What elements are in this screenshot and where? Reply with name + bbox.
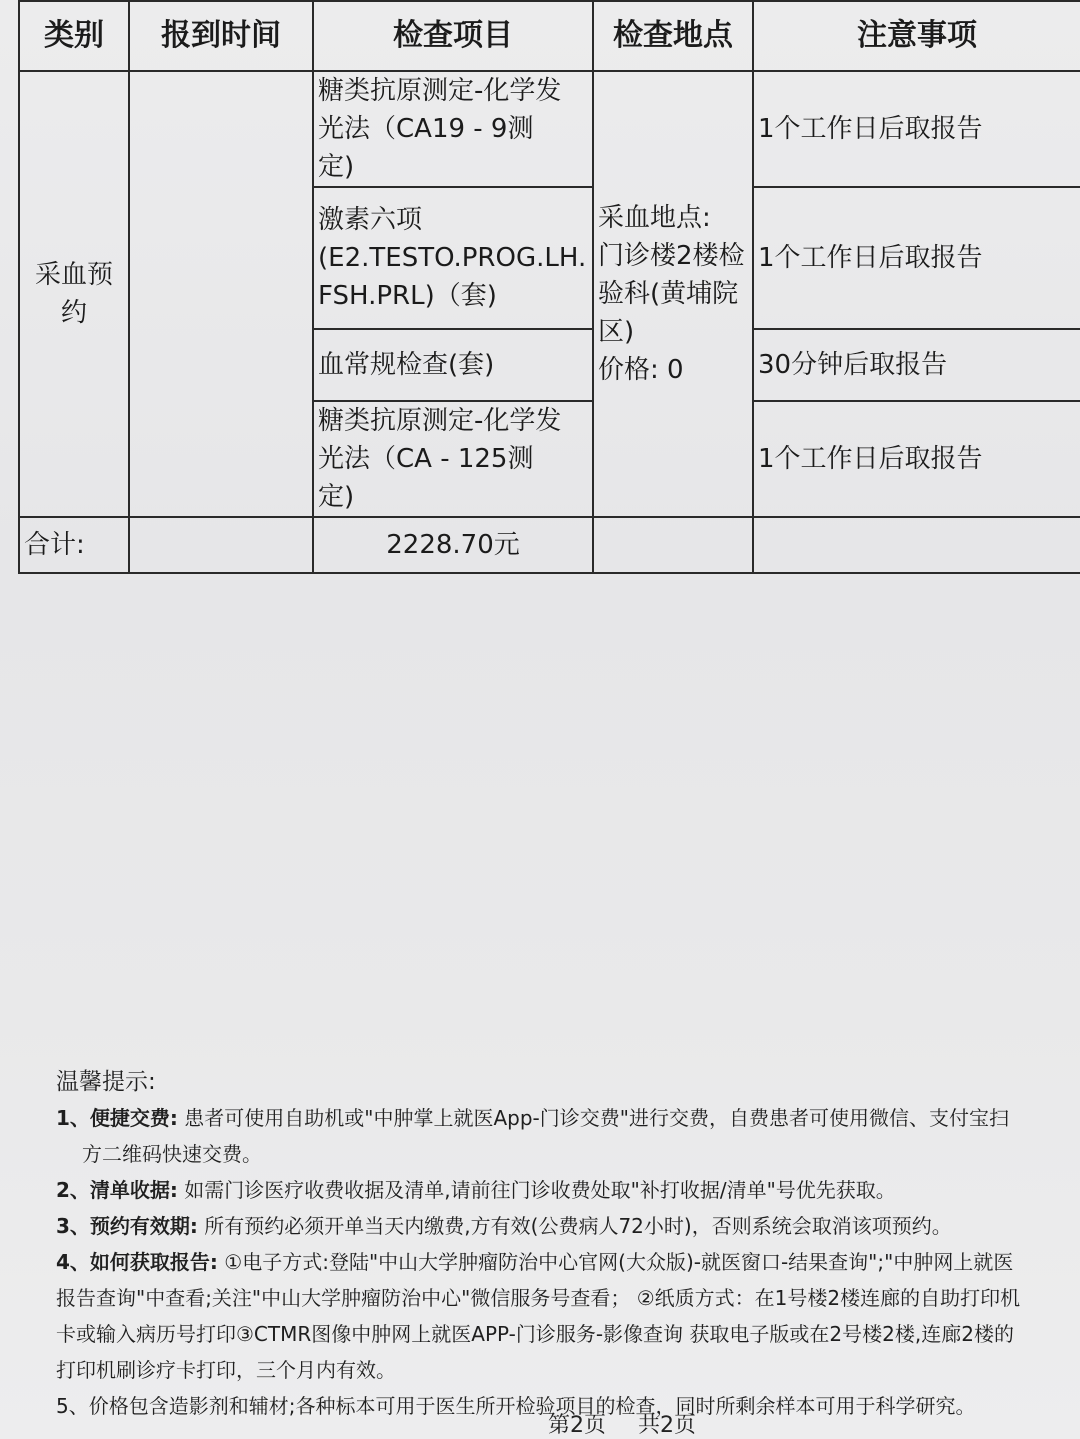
- note-cell: 1个工作日后取报告: [753, 71, 1080, 187]
- header-category: 类别: [19, 1, 129, 71]
- time-cell: [129, 71, 313, 517]
- total-value: 2228.70元: [313, 517, 593, 573]
- header-checkin-time: 报到时间: [129, 1, 313, 71]
- category-cell: 采血预约: [19, 71, 129, 517]
- exam-table: [18, 0, 1080, 574]
- table-row: [19, 71, 1080, 187]
- page-total: 共2页: [638, 1413, 696, 1438]
- total-row: [19, 517, 1080, 573]
- note-cell: 30分钟后取报告: [753, 329, 1080, 401]
- tip-5: 5、价格包含造影剂和辅材;各种标本可用于医生所开检验项目的检查，同时所剩余样本可用于科学研究。: [56, 1394, 976, 1418]
- table-header-row: [19, 1, 1080, 71]
- tips-title: 温馨提示:: [56, 1069, 156, 1095]
- tip-4-line-4: 打印机刷诊疗卡打印，三个月内有效。: [56, 1358, 396, 1382]
- tip-1: 1、便捷交费: 患者可使用自助机或"中肿掌上就医App-门诊交费"进行交费，自费患者可使用微信、支付宝扫: [56, 1106, 1009, 1130]
- total-empty-cell: [129, 517, 313, 573]
- tip-2: 2、清单收据: 如需门诊医疗收费收据及清单,请前往门诊收费处取"补打收据/清单"号优先获取。: [56, 1178, 896, 1202]
- exam-item-cell: 糖类抗原测定-化学发 光法（CA - 125测 定): [313, 401, 593, 517]
- header-notes: 注意事项: [753, 1, 1080, 71]
- header-location: 检查地点: [593, 1, 753, 71]
- header-exam-item: 检查项目: [313, 1, 593, 71]
- tip-4: 4、如何获取报告: ①电子方式:登陆"中山大学肿瘤防治中心官网(大众版)-就医窗口-结果查询";"中肿网上就医: [56, 1250, 1014, 1274]
- tips-section: [56, 1064, 1080, 1424]
- total-empty-cell: [753, 517, 1080, 573]
- exam-item-cell: 血常规检查(套): [313, 329, 593, 401]
- page-footer: [548, 1408, 728, 1439]
- total-empty-cell: [593, 517, 753, 573]
- note-cell: 1个工作日后取报告: [753, 187, 1080, 329]
- total-label: 合计:: [19, 517, 129, 573]
- tip-1-cont: 方二维码快速交费。: [82, 1142, 262, 1166]
- tip-3: 3、预约有效期: 所有预约必须开单当天内缴费,方有效(公费病人72小时)，否则系统会取消该项预约。: [56, 1214, 952, 1238]
- note-cell: 1个工作日后取报告: [753, 401, 1080, 517]
- exam-item-cell: 激素六项 (E2.TESTO.PROG.LH. FSH.PRL)（套): [313, 187, 593, 329]
- page-number: 第2页: [548, 1413, 606, 1438]
- tip-4-line-3: 卡或输入病历号打印③CTMR图像中肿网上就医APP-门诊服务-影像查询 获取电子版或在2号楼2楼,连廊2楼的: [56, 1322, 1014, 1346]
- tip-4-line-2: 报告查询"中查看;关注"中山大学肿瘤防治中心"微信服务号查看； ②纸质方式：在1号楼2楼连廊的自助打印机: [56, 1286, 1021, 1310]
- exam-item-cell: 糖类抗原测定-化学发 光法（CA19 - 9测 定): [313, 71, 593, 187]
- location-cell: 采血地点: 门诊楼2楼检 验科(黄埔院 区) 价格: 0: [593, 71, 753, 517]
